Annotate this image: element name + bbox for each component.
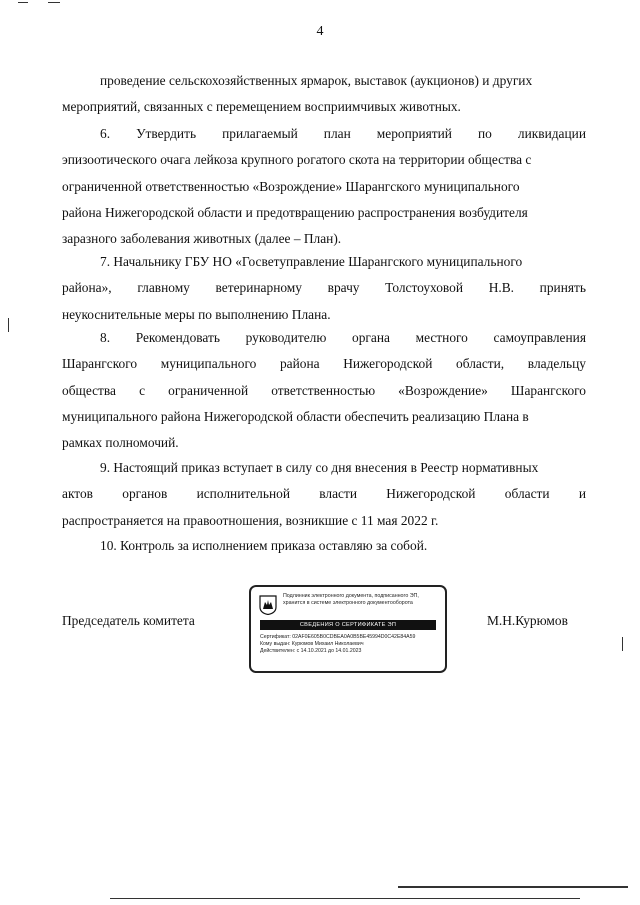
text-line: 6. Утвердить прилагаемый план мероприятий по ликвидации xyxy=(100,126,586,141)
text-line: 9. Настоящий приказ вступает в силу со дня внесения в Реестр нормативных xyxy=(100,460,539,475)
text-line: Шарангского муниципального района Нижегородской области, владельцу xyxy=(62,356,586,372)
scan-mark xyxy=(18,2,28,3)
text-line: рамках полномочий. xyxy=(62,435,179,451)
stamp-header-line: хранится в системе электронного документооборота xyxy=(283,599,413,606)
page-number: 4 xyxy=(316,24,324,39)
text-line: мероприятий, связанных с перемещением восприимчивых животных. xyxy=(62,99,461,115)
certificate-validity: Действителен: с 14.10.2021 до 14.01.2023 xyxy=(260,648,362,654)
text-line: проведение сельскохозяйственных ярмарок, выставок (аукционов) и других xyxy=(100,73,533,88)
text-line: района Нижегородской области и предотвращению распространения возбудителя xyxy=(62,204,528,220)
signer-name: М.Н.Курюмов xyxy=(487,613,568,628)
paragraph-1 xyxy=(62,68,586,121)
scan-mark xyxy=(110,898,580,899)
text-line: общества с ограниченной ответственностью «Возрождение» Шарангского xyxy=(62,382,586,398)
text-line: заразного заболевания животных (далее – План). xyxy=(62,231,342,247)
paragraph-item-9 xyxy=(62,455,586,534)
text-line: распространяется на правоотношения, возникшие с 11 мая 2022 г. xyxy=(62,512,439,528)
paragraph-item-10 xyxy=(62,533,586,559)
text-line: муниципального района Нижегородской области обеспечить реализацию Плана в xyxy=(62,408,529,424)
stamp-header xyxy=(283,593,441,606)
paragraph-item-8 xyxy=(62,325,586,456)
signer-title: Председатель комитета xyxy=(62,613,195,628)
text-line: эпизоотического очага лейкоза крупного рогатого скота на территории общества с xyxy=(62,152,532,168)
stamp-title-bar: СВЕДЕНИЯ О СЕРТИФИКАТЕ ЭП xyxy=(260,620,436,630)
certificate-number: Сертификат: 02AF0E605B0CDBEA0A0B5BE45994D0C42E84A59 xyxy=(260,634,416,640)
electronic-signature-stamp xyxy=(249,585,447,673)
scan-mark xyxy=(8,318,9,332)
text-line: 7. Начальнику ГБУ НО «Госветуправление Шарангского муниципального xyxy=(100,254,523,269)
text-line: неукоснительные меры по выполнению Плана. xyxy=(62,306,331,322)
scan-mark xyxy=(398,886,628,888)
text-line: 8. Рекомендовать руководителю органа местного самоуправления xyxy=(100,330,586,345)
certificate-owner: Кому выдан: Курюмов Михаил Николаевич xyxy=(260,641,364,647)
text-line: актов органов исполнительной власти Нижегородской области и xyxy=(62,486,586,502)
coat-of-arms-icon xyxy=(259,595,277,615)
scan-mark xyxy=(48,2,60,3)
text-line: района», главному ветеринарному врачу Толстоуховой Н.В. принять xyxy=(62,280,586,296)
text-line: 10. Контроль за исполнением приказа оставляю за собой. xyxy=(100,538,428,553)
stamp-header-line: Подлинник электронного документа, подписанного ЭП, xyxy=(283,593,419,599)
paragraph-item-7 xyxy=(62,249,586,328)
paragraph-item-6 xyxy=(62,121,586,252)
text-line: ограниченной ответственностью «Возрождение» Шарангского муниципального xyxy=(62,178,520,194)
scan-mark xyxy=(622,637,623,651)
